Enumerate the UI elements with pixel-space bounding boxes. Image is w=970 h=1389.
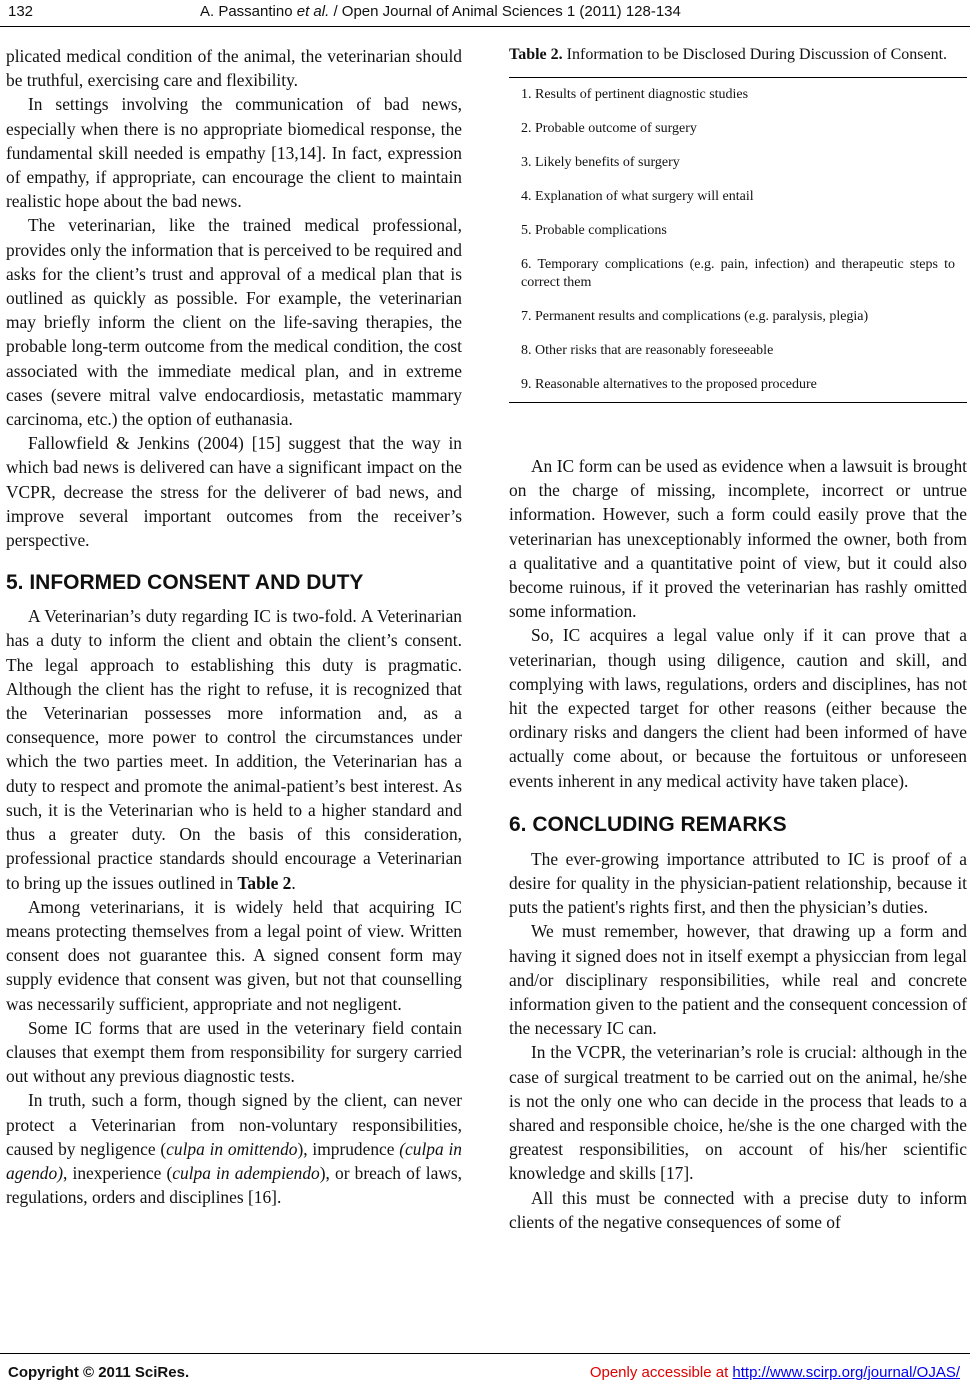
- paragraph: Among veterinarians, it is widely held that acquiring IC means protecting themselves from a legal point of view. Written consent does not guarantee this. A signed consent form may supply evidence that consent was given, but not that counselling was necessarily sufficient, appropriate and not negligent.: [6, 896, 462, 1014]
- paragraph-text: , inexperience (: [63, 1162, 173, 1183]
- header-authors: A. Passantino: [200, 3, 293, 20]
- paragraph: [6, 1088, 462, 1209]
- table-top-rule: [509, 77, 967, 78]
- table-reference: Table 2: [237, 872, 292, 893]
- section-heading-5: 5. INFORMED CONSENT AND DUTY: [6, 571, 364, 595]
- table-row: 8. Other risks that are reasonably foreseeable: [521, 343, 774, 358]
- right-column: [509, 454, 967, 1234]
- latin-term: (culpa in agendo): [6, 1138, 463, 1183]
- paragraph: In the VCPR, the veterinarian’s role is crucial: although in the case of surgical treatment to be carried out on the animal, he/she is not the only one who can decide in the process that leads to a shared and responsible choice, he/she is the one charged with the greatest responsibilities, on account of his/her scientific knowledge and skills [17].: [509, 1042, 967, 1184]
- table-row: 1. Results of pertinent diagnostic studies: [521, 87, 749, 102]
- running-header: [0, 0, 970, 27]
- paragraph-text: In truth, such a form, though signed by the client, can never protect a Veterinarian from non-voluntary responsibilities, caused by negligence (: [6, 1090, 462, 1159]
- paragraph: [6, 604, 462, 894]
- paragraph: So, IC acquires a legal value only if it can prove that a veterinarian, though using diligence, caution and skill, and complying with laws, regulations, orders and disciplines, has not hit the expected target for other reasons (either because the ordinary risks and dangers the client had been informed of have actually come about, or because the fortuitous or unforeseen events inherent in any medical activity have taken place).: [509, 625, 967, 791]
- table-row: 2. Probable outcome of surgery: [521, 121, 697, 136]
- paragraph: The veterinarian, like the trained medical professional, provides only the information that is perceived to be required and asks for the client’s trust and approval of a medical plan that is outlined as quickly as possible. For example, the veterinarian may briefly inform the client on the life-saving therapies, the probable long-term outcome from the medical condition, the cost associated with the immediate medical plan, and in extreme cases (severe mitral valve endocardiosis, metastatic mammary carcinoma, etc.) the option of euthanasia.: [6, 215, 462, 430]
- paragraph-text: ), or breach of laws, regulations, orders and disciplines [16].: [6, 1162, 462, 1208]
- paragraph: Fallowfield & Jenkins (2004) [15] suggest that the way in which bad news is delivered can have a significant impact on the VCPR, decrease the stress for the deliverer of bad news, and improve several important outcomes from the receiver’s perspective.: [6, 433, 462, 551]
- paragraph: We must remember, however, that drawing up a form and having it signed does not in itself exempt a physiccian from legal and/or disciplinary responsibilities, while real and concrete information given to the patient and the consequent concession of the necessary IC can.: [509, 921, 967, 1039]
- header-et-al: et al.: [296, 3, 330, 20]
- table-row: 3. Likely benefits of surgery: [521, 155, 680, 170]
- copyright: Copyright © 2011 SciRes.: [8, 1364, 190, 1381]
- running-title: [200, 3, 681, 20]
- table-label: Table 2.: [509, 46, 563, 63]
- page-footer: [0, 1353, 970, 1389]
- journal-link[interactable]: http://www.scirp.org/journal/OJAS/: [732, 1364, 960, 1381]
- paragraph-text: ), imprudence: [297, 1138, 400, 1159]
- latin-term: culpa in omittendo: [166, 1138, 298, 1159]
- table-row: 6. Temporary complications (e.g. pain, infection) and therapeutic steps to correct them: [521, 257, 955, 290]
- paragraph: Some IC forms that are used in the veterinary field contain clauses that exempt them from responsibility for surgery carried out without any previous diagnostic tests.: [6, 1017, 462, 1087]
- section-heading-6: 6. CONCLUDING REMARKS: [509, 812, 787, 836]
- open-access-text: Openly accessible at: [589, 1364, 729, 1381]
- page-number: 132: [8, 3, 34, 20]
- table-row: 4. Explanation of what surgery will entail: [521, 189, 754, 204]
- left-column: [6, 44, 462, 1209]
- paragraph: All this must be connected with a precise duty to inform clients of the negative consequences of some of: [509, 1187, 967, 1232]
- paragraph: An IC form can be used as evidence when a lawsuit is brought on the charge of missing, incomplete, incorrect or untrue information. However, such a form could easily prove that the veterinarian has unexceptionably informed the owner, both from a qualitative and a quantitative point of view, but it could also become ruinous, if it proved the veterinarian has rashly omitted some information.: [509, 456, 967, 622]
- paragraph: In settings involving the communication of bad news, especially when there is no appropriate biomedical response, the fundamental skill needed is empathy [13,14]. In fact, expression of empathy, if appropriate, can encourage the client to maintain realistic hope about the bad news.: [6, 94, 462, 212]
- paragraph: plicated medical condition of the animal, the veterinarian should be truthful, exercising care and flexibility.: [6, 46, 462, 91]
- table-2: [509, 44, 967, 403]
- table-row: 9. Reasonable alternatives to the proposed procedure: [521, 377, 817, 392]
- paragraph-text: A Veterinarian’s duty regarding IC is two-fold. A Veterinarian has a duty to inform the client and obtain the client’s consent. The legal approach to establishing this duty is pragmatic. Although the client has the right to refuse, it is recognized that the Veterinarian possesses more information and, as a consequence, more power to control the circumstances under which the two parties meet. In addition, the Veterinarian has a duty to respect and promote the animal-patient’s best interest. As such, it is the Veterinarian who is held to a higher standard and thus a greater duty. On the basis of this consideration, professional practice standards should encourage a Veterinarian to bring up the issues outlined in: [6, 606, 462, 893]
- header-journal: / Open Journal of Animal Sciences 1 (2011) 128-134: [333, 3, 681, 20]
- table-row: 7. Permanent results and complications (e.g. paralysis, plegia): [521, 309, 869, 324]
- table-body: [509, 86, 967, 394]
- table-caption: [509, 44, 967, 65]
- table-row: 5. Probable complications: [521, 223, 667, 238]
- paragraph-end: .: [291, 872, 296, 893]
- table-caption-text: Information to be Disclosed During Discussion of Consent.: [566, 46, 948, 63]
- paragraph: The ever-growing importance attributed to IC is proof of a desire for quality in the physician-patient relationship, because it puts the patient's rights first, and then the physician’s duties.: [509, 848, 967, 918]
- table-bottom-rule: [509, 402, 967, 403]
- latin-term: culpa in adempiendo: [172, 1162, 320, 1183]
- open-access-notice: [590, 1364, 960, 1381]
